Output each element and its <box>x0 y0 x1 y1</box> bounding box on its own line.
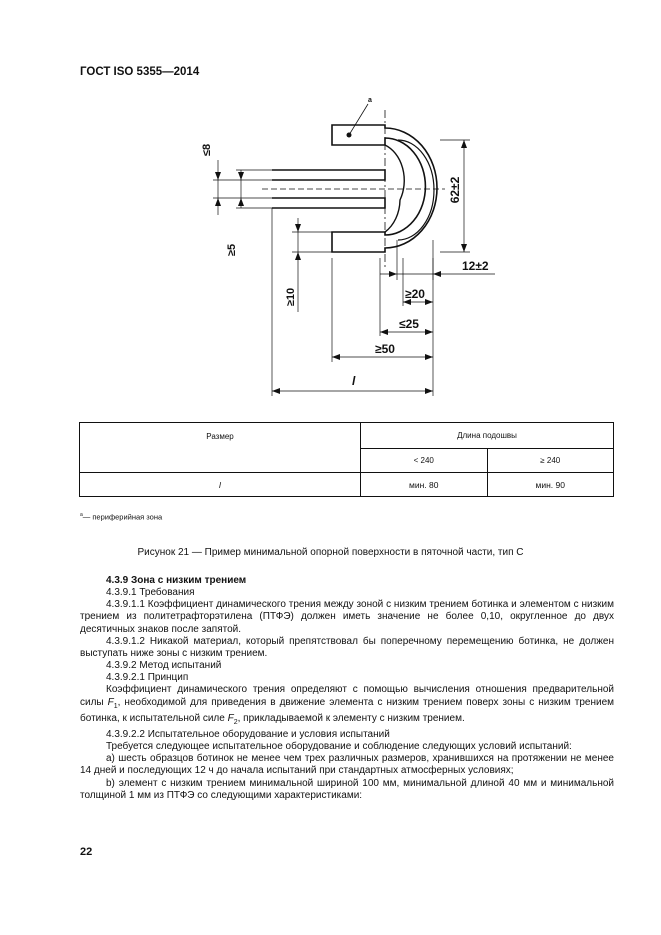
figure-caption: Рисунок 21 — Пример минимальной опорной поверхности в пяточной части, тип C <box>137 547 524 558</box>
subsection-4-3-9-2: 4.3.9.2 Метод испытаний <box>106 660 222 672</box>
list-item-a: a) шесть образцов ботинок не менее чем трех различных размеров, хранившихся на протяжении не менее 14 дней и последующих 12 ч до начала испытаний при стандартных атмосферных условиях; <box>80 753 614 777</box>
dim-12: 12±2 <box>462 259 489 273</box>
subsection-4-3-9-1: 4.3.9.1 Требования <box>106 587 195 599</box>
page-number: 22 <box>80 846 93 858</box>
dim-ge10: ≥10 <box>285 287 297 307</box>
inner-arc <box>385 145 404 232</box>
dim-ge50: ≥50 <box>375 342 395 356</box>
paragraph-4-3-9-1-2: 4.3.9.1.2 Никакой материал, который препятствовал бы поперечному перемещению ботинка, не должен выступать ниже зоны с низким трением. <box>80 635 614 659</box>
paragraph-4-3-9-1-1: 4.3.9.1.1 Коэффициент динамического трения между зоной с низким трением ботинка и элементом с низким трением из политетрафторэтилена (ПТФЭ) должен иметь значение не более 0,10, округленное до двух десятичных знаков после запятой. <box>80 599 614 635</box>
table-cell-lt240: мин. 80 <box>361 473 488 497</box>
subsection-4-3-9-2-2: 4.3.9.2.2 Испытательное оборудование и условия испытаний <box>106 728 390 740</box>
table-header-sole-length: Длина подошвы <box>361 423 614 449</box>
table-cell-ge240: мин. 90 <box>487 473 614 497</box>
figure-footnote: $^a$— периферийная зона <box>80 512 163 522</box>
dim-62: 62±2 <box>448 176 462 204</box>
dim-ge5: ≥5 <box>226 243 238 257</box>
dim-le25: ≤25 <box>399 317 419 331</box>
table-subheader-ge240: ≥ 240 <box>487 449 614 473</box>
paragraph-required: Требуется следующее испытательное оборудование и соблюдение следующих условий испытаний: <box>106 741 572 753</box>
dimension-table <box>79 422 614 497</box>
body-text <box>80 575 614 802</box>
table-subheader-lt240: < 240 <box>361 449 488 473</box>
figure-21-diagram <box>0 0 661 420</box>
dim-l: l <box>352 374 356 388</box>
callout-a: a <box>368 97 372 104</box>
section-heading-4-3-9: 4.3.9 Зона с низким трением <box>106 575 247 586</box>
part-outline <box>332 125 437 252</box>
list-item-b: b) элемент с низким трением минимальной шириной 100 мм, минимальной длиной 40 мм и минимальной толщиной 1 мм из ПТФЭ со следующими характеристиками: <box>80 777 614 801</box>
table-header-size: Размер <box>80 423 361 473</box>
table-row-label: l <box>80 473 361 497</box>
lower-slot <box>272 198 385 208</box>
upper-slot <box>272 170 385 180</box>
paragraph-principle: Коэффициент динамического трения определяют с помощью вычисления отношения предварительной силы $F_1$, необходимой для приведения в движение элемента с низким трением поверх зоны с низким трением ботинка, к испытательной силе $F_2$, прикладываемой к элементу с низким трением. <box>80 684 615 726</box>
document-header: ГОСТ ISO 5355—2014 <box>80 66 200 78</box>
dim-ge20: ≥20 <box>405 287 425 301</box>
subsection-4-3-9-2-1: 4.3.9.2.1 Принцип <box>106 672 189 684</box>
callout-dot <box>347 133 352 138</box>
dim-le8: ≤8 <box>201 143 213 157</box>
